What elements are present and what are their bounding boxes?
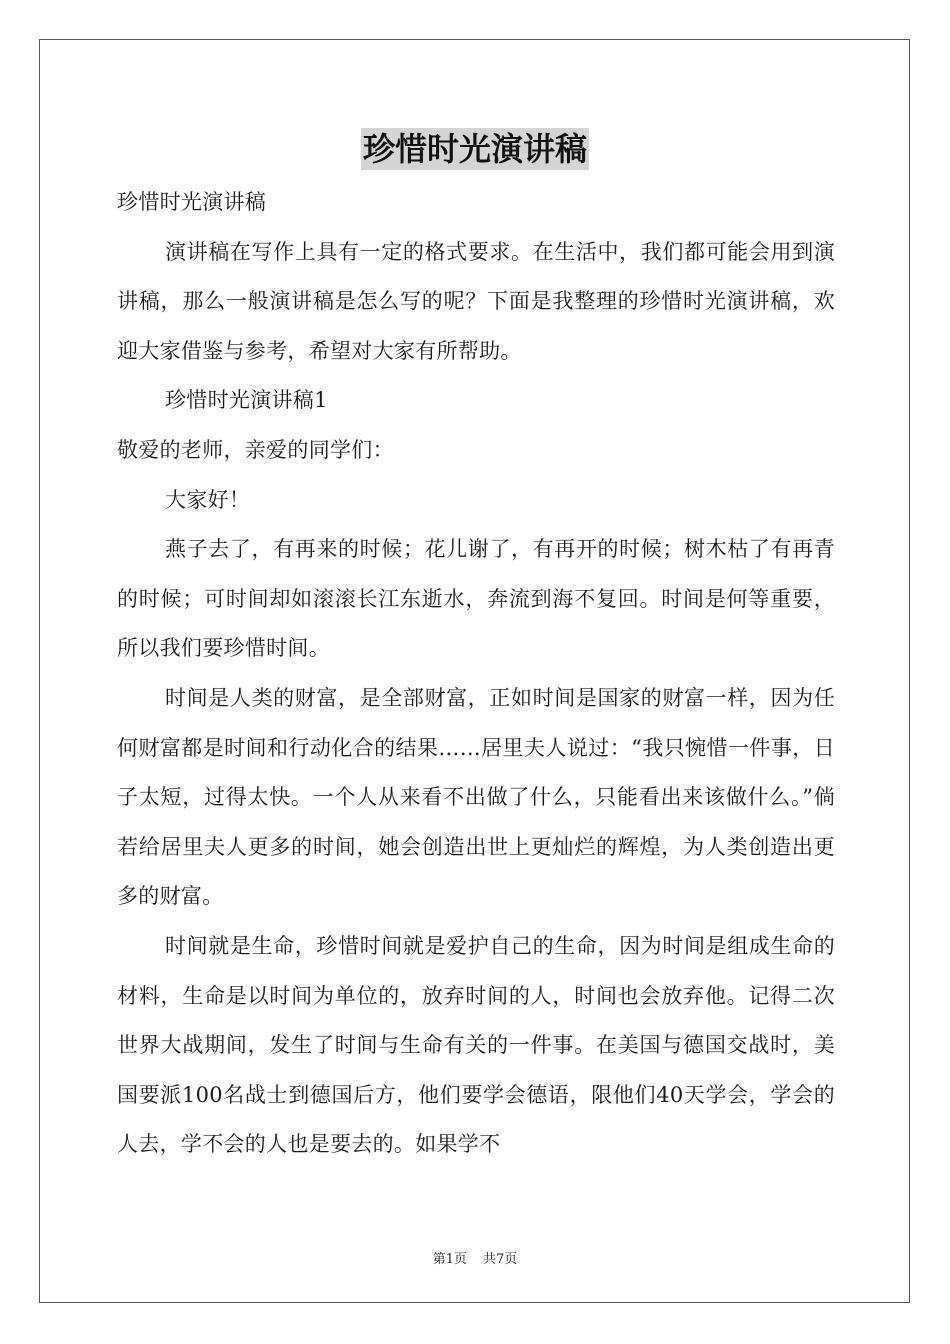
paragraph: 时间就是生命，珍惜时间就是爱护自己的生命，因为时间是组成生命的材料，生命是以时间为单位的，放弃时间的人，时间也会放弃他。记得二次世界大战期间，发生了时间与生命有关的一件事。在美国与德国交战时，美国要派100名战士到德国后方，他们要学会德语，限他们40天学会，学会的人去，学不会的人也是要去的。如果学不 [117, 933, 835, 1157]
document-title: 珍惜时光演讲稿 [362, 130, 587, 168]
paragraph: 演讲稿在写作上具有一定的格式要求。在生活中，我们都可能会用到演讲稿，那么一般演讲稿是怎么写的呢？下面是我整理的珍惜时光演讲稿，欢迎大家借鉴与参考，希望对大家有所帮助。 [117, 239, 835, 363]
page-total: 共7页 [483, 1252, 518, 1267]
section-heading: 珍惜时光演讲稿1 [165, 388, 328, 413]
greeting: 大家好！ [165, 487, 251, 512]
paragraph: 时间是人类的财富，是全部财富，正如时间是国家的财富一样，因为任何财富都是时间和行动化合的结果……居里夫人说过：“我只惋惜一件事，日子太短，过得太快。一个人从来看不出做了什么，只能看出来该做什么。”倘若给居里夫人更多的时间，她会创造出世上更灿烂的辉煌，为人类创造出更多的财富。 [117, 685, 835, 909]
page-number: 第1页 [432, 1252, 467, 1267]
document-body [117, 178, 835, 1170]
paragraph: 燕子去了，有再来的时候；花儿谢了，有再开的时候；树木枯了有再青的时候；可时间却如滚滚长江东逝水，奔流到海不复回。时间是何等重要，所以我们要珍惜时间。 [117, 537, 835, 661]
title-container [0, 128, 950, 170]
salutation: 敬爱的老师，亲爱的同学们： [117, 437, 394, 462]
paragraph: 珍惜时光演讲稿 [117, 190, 267, 214]
page-footer [0, 1248, 950, 1267]
